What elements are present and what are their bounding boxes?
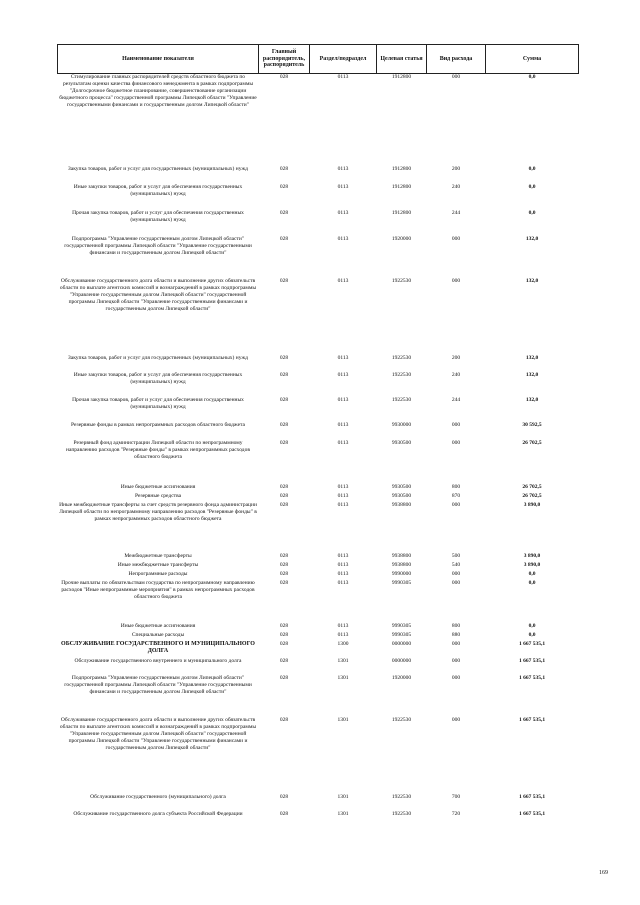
table-row <box>58 632 579 641</box>
row-sum: 1 667 535,1 <box>518 716 546 723</box>
row-section: 1301 <box>337 657 349 664</box>
table-row <box>58 553 579 562</box>
row-sum: 1 667 535,1 <box>518 657 546 664</box>
row-type: 200 <box>451 354 461 361</box>
row-admin: 028 <box>279 631 289 638</box>
budget-table <box>57 44 579 828</box>
table-row <box>58 74 579 166</box>
row-name: Иные бюджетные ассигнования <box>120 622 196 629</box>
row-name: Обслуживание государственного долга области и выполнение других обязательств области по выплате агентских комиссий и вознаграждений в рамках подпрограммы "Управление государственным долгом Липецкой области" государственной программы Липецкой области "Управление государственными финансами и государственным долгом Липецкой области" <box>59 716 257 751</box>
row-name: Закупка товаров, работ и услуг для государственных (муниципальных) нужд <box>68 354 248 361</box>
row-target: 9990305 <box>391 622 412 629</box>
row-target: 1912800 <box>391 74 412 80</box>
row-section: 0113 <box>337 579 349 586</box>
row-name: Обслуживание государственного (муниципального) долга <box>90 793 226 800</box>
table-row <box>58 502 579 553</box>
row-admin: 028 <box>279 396 289 403</box>
row-name: Непрограммные расходы <box>128 570 188 577</box>
row-section: 0113 <box>337 74 349 80</box>
row-target: 9990305 <box>391 631 412 638</box>
table-row <box>58 166 579 184</box>
table-row <box>58 397 579 422</box>
row-admin: 028 <box>279 371 289 378</box>
row-type: 000 <box>451 640 461 647</box>
table-row <box>58 794 579 811</box>
row-sum: 1 667 535,1 <box>518 640 546 647</box>
row-admin: 028 <box>279 657 289 664</box>
row-section: 0113 <box>337 552 349 559</box>
row-section: 0113 <box>337 492 349 499</box>
header-sum: Сумма <box>486 45 579 74</box>
row-sum: 132,0 <box>525 396 539 403</box>
table-row <box>58 571 579 580</box>
row-type: 720 <box>451 810 461 817</box>
row-type: 000 <box>451 501 461 508</box>
row-name: Иные бюджетные ассигнования <box>120 483 196 490</box>
row-type: 870 <box>451 492 461 499</box>
table-row <box>58 580 579 623</box>
row-sum: 30 592,5 <box>522 421 542 428</box>
row-sum: 1 667 535,1 <box>518 793 546 800</box>
row-name: Обслуживание государственного долга субъекта Российской Федерации <box>73 810 243 817</box>
table-row <box>58 493 579 502</box>
row-admin: 028 <box>279 183 289 190</box>
table-row <box>58 278 579 355</box>
row-section: 0113 <box>337 235 349 242</box>
table-row <box>58 355 579 372</box>
row-admin: 028 <box>279 492 289 499</box>
row-admin: 028 <box>279 209 289 216</box>
row-type: 240 <box>451 371 461 378</box>
row-type: 000 <box>451 439 461 446</box>
row-name: Обслуживание государственного долга области и выполнение других обязательств области по выплате агентских комиссий и вознаграждений в рамках подпрограммы "Управление государственным долгом Липецкой области" государственной программы Липецкой области "Управление государственными финансами и государственным долгом Липецкой области" <box>59 277 257 312</box>
row-target: 9990000 <box>391 570 412 577</box>
row-name: Резервные фонды в рамках непрограммных расходов областного бюджета <box>71 421 245 428</box>
page-number: 169 <box>599 870 608 876</box>
row-name: Подпрограмма "Управление государственным долгом Липецкой области" государственной программы Липецкой области "Управление государственными финансами и государственным долгом Липецкой области" <box>64 235 252 256</box>
row-type: 800 <box>451 622 461 629</box>
row-section: 0113 <box>337 165 349 172</box>
row-sum: 0,0 <box>528 570 536 577</box>
row-type: 000 <box>451 277 461 284</box>
row-section: 0113 <box>337 622 349 629</box>
row-target: 1922530 <box>391 277 412 284</box>
row-target: 1920000 <box>391 235 412 242</box>
row-type: 000 <box>451 570 461 577</box>
table-row <box>58 641 579 658</box>
row-section: 0113 <box>337 483 349 490</box>
row-sum: 1 667 535,1 <box>518 810 546 817</box>
row-admin: 028 <box>279 439 289 446</box>
table-row <box>58 422 579 440</box>
row-name: Иные межбюджетные трансферты <box>117 561 199 568</box>
table-row <box>58 372 579 397</box>
row-sum: 132,0 <box>525 277 539 284</box>
row-section: 1301 <box>337 810 349 817</box>
row-section: 0113 <box>337 421 349 428</box>
header-section: Раздел/подраздел <box>310 45 377 74</box>
row-sum: 0,0 <box>528 183 536 190</box>
row-section: 0113 <box>337 631 349 638</box>
row-target: 9930500 <box>391 483 412 490</box>
row-type: 880 <box>451 631 461 638</box>
row-sum: 0,0 <box>528 622 536 629</box>
row-name: Резервные средства <box>134 492 182 499</box>
row-name: ОБСЛУЖИВАНИЕ ГОСУДАРСТВЕННОГО И МУНИЦИПАЛЬНОГО ДОЛГА <box>61 640 255 655</box>
row-name: Межбюджетные трансферты <box>124 552 192 559</box>
row-section: 0113 <box>337 561 349 568</box>
table-row <box>58 484 579 493</box>
row-type: 000 <box>451 716 461 723</box>
row-type: 700 <box>451 793 461 800</box>
row-admin: 028 <box>279 501 289 508</box>
row-admin: 028 <box>279 235 289 242</box>
row-section: 1301 <box>337 716 349 723</box>
row-target: 9938800 <box>391 552 412 559</box>
row-target: 1920000 <box>391 674 412 681</box>
row-target: 9930000 <box>391 421 412 428</box>
row-name: Прочая закупка товаров, работ и услуг для обеспечения государственных (муниципальных) нужд <box>72 209 244 223</box>
row-admin: 028 <box>279 277 289 284</box>
row-admin: 028 <box>279 716 289 723</box>
row-name: Подпрограмма "Управление государственным долгом Липецкой области" государственной программы Липецкой области "Управление государственными финансами и государственным долгом Липецкой области" <box>64 674 252 695</box>
row-target: 9930500 <box>391 492 412 499</box>
row-target: 9990305 <box>391 579 412 586</box>
row-target: 0000000 <box>391 657 412 664</box>
table-row <box>58 236 579 278</box>
row-section: 1300 <box>337 640 349 647</box>
row-admin: 028 <box>279 354 289 361</box>
row-section: 0113 <box>337 396 349 403</box>
row-admin: 028 <box>279 579 289 586</box>
row-sum: 132,0 <box>525 371 539 378</box>
row-type: 000 <box>451 235 461 242</box>
row-sum: 0,0 <box>528 579 536 586</box>
row-type: 000 <box>451 657 461 664</box>
row-sum: 0,0 <box>528 631 536 638</box>
row-admin: 028 <box>279 793 289 800</box>
row-section: 0113 <box>337 209 349 216</box>
row-name: Иные межбюджетные трансферты за счет средств резервного фонда администрации Липецкой области по непрограммному направлению расходов "Резервные фонды" в рамках непрограммных расходов областного бюджета <box>59 501 257 522</box>
row-name: Стимулирование главных распорядителей средств областного бюджета по результатам оценки качества финансового менеджмента в рамках подпрограммы "Долгосрочное бюджетное планирование, совершенствование организации бюджетного процесса" государственной программы Липецкой области "Управление государственными финансами и государственным долгом Липецкой области" <box>59 74 257 109</box>
row-section: 0113 <box>337 371 349 378</box>
row-target: 9938800 <box>391 561 412 568</box>
row-target: 1922530 <box>391 716 412 723</box>
row-admin: 028 <box>279 810 289 817</box>
row-name: Прочая закупка товаров, работ и услуг для обеспечения государственных (муниципальных) нужд <box>72 396 244 410</box>
row-type: 540 <box>451 561 461 568</box>
row-sum: 0,0 <box>528 209 536 216</box>
header-name: Наименование показателя <box>58 45 259 74</box>
row-type: 500 <box>451 552 461 559</box>
table-row <box>58 562 579 571</box>
row-admin: 028 <box>279 483 289 490</box>
table-row <box>58 811 579 828</box>
row-name: Резервный фонд администрации Липецкой области по непрограммному направлению расходов "Резервные фонды" в рамках непрограммных расходов областного бюджета <box>66 439 250 460</box>
row-sum: 26 702,5 <box>522 439 542 446</box>
row-type: 800 <box>451 483 461 490</box>
row-admin: 028 <box>279 561 289 568</box>
row-section: 0113 <box>337 501 349 508</box>
row-admin: 028 <box>279 622 289 629</box>
row-admin: 028 <box>279 74 289 80</box>
row-target: 1922530 <box>391 354 412 361</box>
row-admin: 028 <box>279 552 289 559</box>
row-section: 1301 <box>337 674 349 681</box>
row-target: 9930500 <box>391 439 412 446</box>
row-admin: 028 <box>279 570 289 577</box>
row-sum: 3 890,0 <box>523 552 541 559</box>
row-target: 0000000 <box>391 640 412 647</box>
header-type: Вид расхода <box>427 45 486 74</box>
table-row <box>58 184 579 210</box>
table-row <box>58 717 579 794</box>
row-admin: 028 <box>279 640 289 647</box>
row-type: 244 <box>451 396 461 403</box>
row-admin: 028 <box>279 421 289 428</box>
row-name: Закупка товаров, работ и услуг для государственных (муниципальных) нужд <box>68 165 248 172</box>
table-row <box>58 623 579 632</box>
header-admin: Главный распорядитель, распорядитель <box>259 45 310 74</box>
row-sum: 132,0 <box>525 235 539 242</box>
table-header-row <box>58 45 579 74</box>
row-target: 1922530 <box>391 793 412 800</box>
row-type: 244 <box>451 209 461 216</box>
row-sum: 0,0 <box>528 165 536 172</box>
row-sum: 26 702,5 <box>522 492 542 499</box>
row-target: 1912800 <box>391 165 412 172</box>
header-target: Целевая статья <box>377 45 427 74</box>
table-row <box>58 440 579 484</box>
table-row <box>58 210 579 236</box>
table-body <box>58 74 579 828</box>
row-target: 1922530 <box>391 810 412 817</box>
row-section: 1301 <box>337 793 349 800</box>
row-section: 0113 <box>337 354 349 361</box>
row-target: 1922530 <box>391 396 412 403</box>
row-type: 240 <box>451 183 461 190</box>
row-target: 9938800 <box>391 501 412 508</box>
table-row <box>58 658 579 675</box>
row-admin: 028 <box>279 165 289 172</box>
row-admin: 028 <box>279 674 289 681</box>
row-type: 200 <box>451 165 461 172</box>
table-row <box>58 675 579 717</box>
row-section: 0113 <box>337 439 349 446</box>
row-sum: 1 667 535,1 <box>518 674 546 681</box>
row-section: 0113 <box>337 183 349 190</box>
row-section: 0113 <box>337 277 349 284</box>
row-sum: 0,0 <box>528 74 536 80</box>
row-name: Обслуживание государственного внутреннего и муниципального долга <box>74 657 242 664</box>
row-type: 000 <box>451 579 461 586</box>
row-sum: 3 890,0 <box>523 561 541 568</box>
row-name: Прочие выплаты по обязательствам государства по непрограммному направлению расходов "Иные непрограммные мероприятия" в рамках непрограммных расходов областного бюджета <box>61 579 255 600</box>
row-type: 000 <box>451 421 461 428</box>
row-name: Иные закупки товаров, работ и услуг для обеспечения государственных (муниципальных) нужд <box>73 183 243 197</box>
row-target: 1912800 <box>391 209 412 216</box>
row-sum: 3 890,0 <box>523 501 541 508</box>
row-sum: 132,0 <box>525 354 539 361</box>
row-name: Иные закупки товаров, работ и услуг для обеспечения государственных (муниципальных) нужд <box>73 371 243 385</box>
row-target: 1912800 <box>391 183 412 190</box>
row-sum: 26 702,5 <box>522 483 542 490</box>
row-name: Специальные расходы <box>131 631 185 638</box>
row-section: 0113 <box>337 570 349 577</box>
row-type: 000 <box>451 674 461 681</box>
row-target: 1922530 <box>391 371 412 378</box>
row-type: 000 <box>451 74 461 80</box>
